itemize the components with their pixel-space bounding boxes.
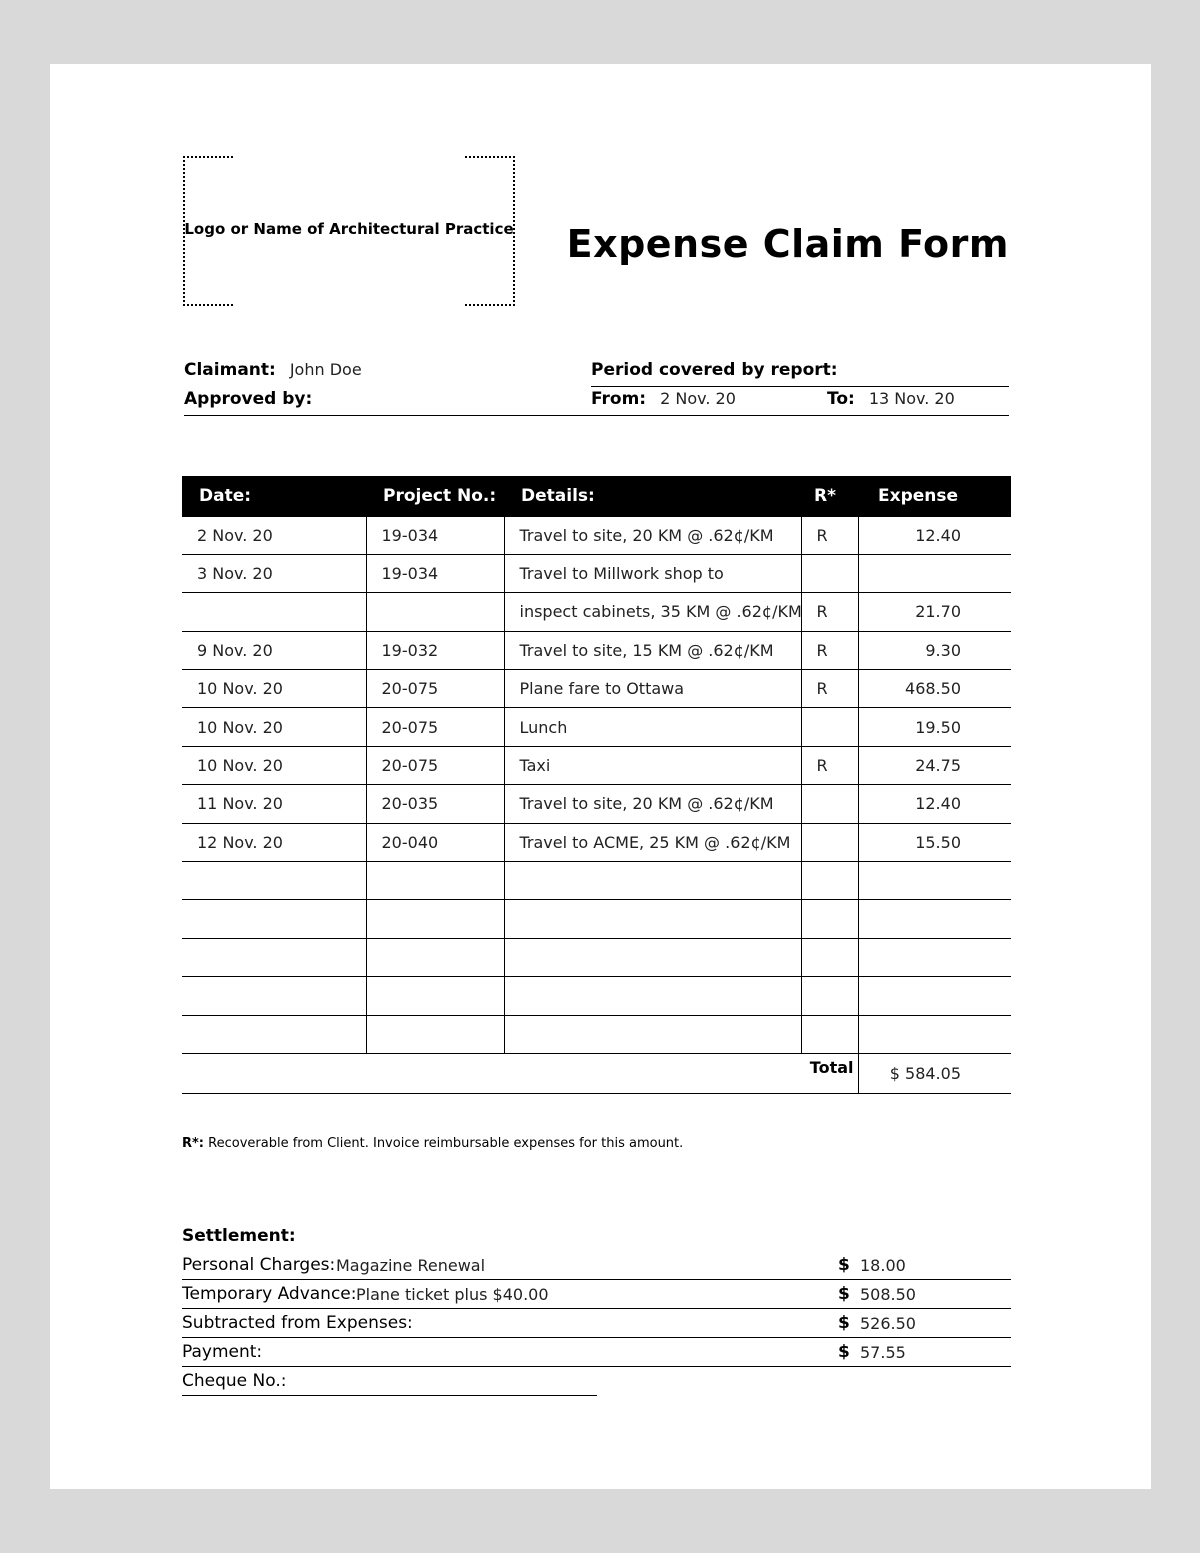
cell-project: 20-075 bbox=[366, 708, 504, 746]
cell-expense bbox=[858, 554, 1011, 592]
cell-project bbox=[366, 593, 504, 631]
cell-project bbox=[366, 977, 504, 1015]
table-row bbox=[182, 938, 1011, 976]
cell-details bbox=[504, 977, 801, 1015]
divider bbox=[591, 386, 1009, 387]
cell-date: 9 Nov. 20 bbox=[182, 631, 366, 669]
table-header bbox=[182, 476, 1011, 516]
cell-expense: 15.50 bbox=[858, 823, 1011, 861]
cell-recoverable bbox=[801, 862, 858, 900]
cell-project bbox=[366, 900, 504, 938]
cell-project: 20-040 bbox=[366, 823, 504, 861]
cell-date bbox=[182, 900, 366, 938]
settlement-row-subtracted: Subtracted from Expenses: $ 526.50 bbox=[182, 1309, 1011, 1338]
cell-recoverable bbox=[801, 554, 858, 592]
period-label: Period covered by report: bbox=[591, 360, 838, 380]
page-title: Expense Claim Form bbox=[566, 222, 1009, 266]
cell-expense: 12.40 bbox=[858, 516, 1011, 554]
table-row bbox=[182, 900, 1011, 938]
cheque-field: Cheque No.: bbox=[182, 1367, 597, 1396]
cell-date bbox=[182, 1015, 366, 1053]
cell-project bbox=[366, 862, 504, 900]
cell-recoverable: R bbox=[801, 631, 858, 669]
cell-recoverable bbox=[801, 823, 858, 861]
cell-project: 19-034 bbox=[366, 554, 504, 592]
cell-details: Travel to site, 15 KM @ .62¢/KM bbox=[504, 631, 801, 669]
table-row bbox=[182, 977, 1011, 1015]
cell-expense: 12.40 bbox=[858, 785, 1011, 823]
cell-expense: 21.70 bbox=[858, 593, 1011, 631]
approved-field: Approved by: bbox=[184, 389, 313, 409]
table-row bbox=[182, 593, 1011, 631]
total-value: $ 584.05 bbox=[858, 1053, 1011, 1093]
settlement-row-advance: Temporary Advance: Plane ticket plus $40.00 $ 508.50 bbox=[182, 1280, 1011, 1309]
to-field: To: 13 Nov. 20 bbox=[827, 389, 955, 409]
total-row bbox=[182, 1053, 1011, 1093]
from-field: From: 2 Nov. 20 bbox=[591, 389, 736, 409]
cell-date bbox=[182, 938, 366, 976]
cell-expense bbox=[858, 862, 1011, 900]
document-page bbox=[50, 64, 1151, 1489]
header-details: Details: bbox=[504, 476, 801, 516]
cell-expense bbox=[858, 900, 1011, 938]
cell-details bbox=[504, 900, 801, 938]
cell-date: 10 Nov. 20 bbox=[182, 746, 366, 784]
cell-expense bbox=[858, 977, 1011, 1015]
cell-details: Travel to Millwork shop to bbox=[504, 554, 801, 592]
cell-recoverable: R bbox=[801, 670, 858, 708]
cell-project bbox=[366, 1015, 504, 1053]
cell-details: Taxi bbox=[504, 746, 801, 784]
cell-details: Travel to site, 20 KM @ .62¢/KM bbox=[504, 785, 801, 823]
table-row bbox=[182, 1015, 1011, 1053]
expense-table bbox=[182, 476, 1011, 1094]
table-row bbox=[182, 631, 1011, 669]
header-date: Date: bbox=[182, 476, 366, 516]
cell-expense bbox=[858, 938, 1011, 976]
cell-project bbox=[366, 938, 504, 976]
table-row bbox=[182, 708, 1011, 746]
cell-project: 20-075 bbox=[366, 670, 504, 708]
cell-recoverable bbox=[801, 708, 858, 746]
cell-details: inspect cabinets, 35 KM @ .62¢/KM bbox=[504, 593, 801, 631]
cell-date: 11 Nov. 20 bbox=[182, 785, 366, 823]
cell-expense: 19.50 bbox=[858, 708, 1011, 746]
cell-recoverable bbox=[801, 938, 858, 976]
cell-date: 10 Nov. 20 bbox=[182, 670, 366, 708]
cell-project: 20-075 bbox=[366, 746, 504, 784]
cell-details: Lunch bbox=[504, 708, 801, 746]
cell-project: 19-034 bbox=[366, 516, 504, 554]
table-row bbox=[182, 746, 1011, 784]
cell-expense bbox=[858, 1015, 1011, 1053]
cell-recoverable bbox=[801, 1015, 858, 1053]
table-row bbox=[182, 823, 1011, 861]
table-row bbox=[182, 554, 1011, 592]
settlement-row-payment: Payment: $ 57.55 bbox=[182, 1338, 1011, 1367]
cell-expense: 24.75 bbox=[858, 746, 1011, 784]
cell-details: Plane fare to Ottawa bbox=[504, 670, 801, 708]
cell-project: 20-035 bbox=[366, 785, 504, 823]
claimant-field: Claimant: John Doe bbox=[184, 360, 362, 380]
cell-date: 10 Nov. 20 bbox=[182, 708, 366, 746]
cell-details bbox=[504, 1015, 801, 1053]
cell-recoverable bbox=[801, 785, 858, 823]
cell-project: 19-032 bbox=[366, 631, 504, 669]
total-label: Total bbox=[182, 1053, 858, 1093]
cell-details bbox=[504, 862, 801, 900]
logo-placeholder bbox=[183, 156, 515, 306]
table-row bbox=[182, 670, 1011, 708]
logo-text: Logo or Name of Architectural Practice bbox=[184, 220, 514, 238]
header-project: Project No.: bbox=[366, 476, 504, 516]
cell-expense: 9.30 bbox=[858, 631, 1011, 669]
header-recoverable: R* bbox=[801, 476, 858, 516]
cell-details bbox=[504, 938, 801, 976]
cell-recoverable: R bbox=[801, 593, 858, 631]
cell-recoverable: R bbox=[801, 516, 858, 554]
cell-date: 12 Nov. 20 bbox=[182, 823, 366, 861]
cell-date bbox=[182, 593, 366, 631]
cell-date bbox=[182, 977, 366, 1015]
header-expense: Expense bbox=[858, 476, 1011, 516]
divider bbox=[184, 415, 1009, 416]
cell-recoverable: R bbox=[801, 746, 858, 784]
cell-date: 2 Nov. 20 bbox=[182, 516, 366, 554]
cell-expense: 468.50 bbox=[858, 670, 1011, 708]
table-row bbox=[182, 785, 1011, 823]
cell-date: 3 Nov. 20 bbox=[182, 554, 366, 592]
cell-details: Travel to site, 20 KM @ .62¢/KM bbox=[504, 516, 801, 554]
table-row bbox=[182, 862, 1011, 900]
cell-recoverable bbox=[801, 977, 858, 1015]
settlement-title: Settlement: bbox=[182, 1226, 296, 1246]
table-row bbox=[182, 516, 1011, 554]
settlement-row-personal: Personal Charges: Magazine Renewal $ 18.00 bbox=[182, 1251, 1011, 1280]
cell-details: Travel to ACME, 25 KM @ .62¢/KM bbox=[504, 823, 801, 861]
cell-recoverable bbox=[801, 900, 858, 938]
recoverable-note: R*: Recoverable from Client. Invoice reimbursable expenses for this amount. bbox=[182, 1136, 684, 1151]
cell-date bbox=[182, 862, 366, 900]
